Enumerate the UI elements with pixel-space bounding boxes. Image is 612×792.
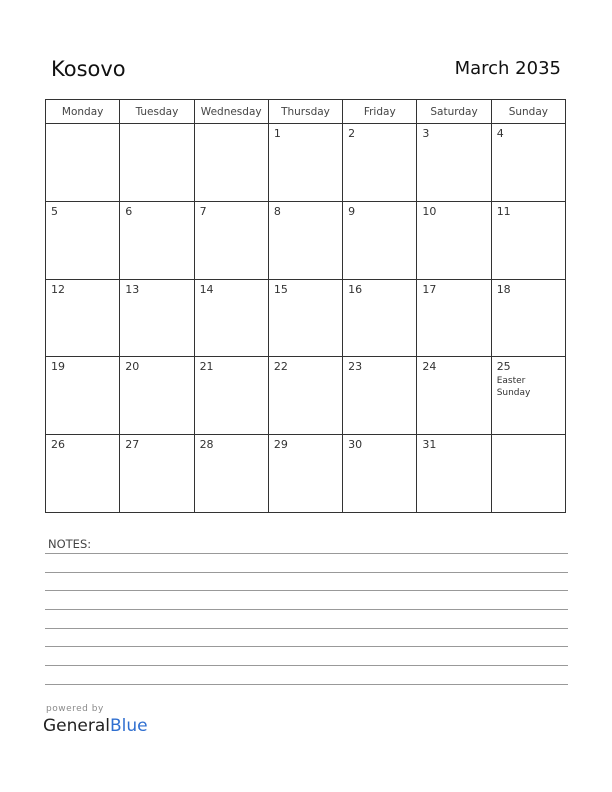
- day-cell: [46, 279, 120, 357]
- day-number: 28: [199, 438, 214, 452]
- note-line: [45, 609, 568, 610]
- day-cell: [194, 279, 268, 357]
- week-row: [46, 357, 566, 435]
- day-cell: [46, 201, 120, 279]
- powered-by-text: powered by: [46, 704, 104, 714]
- day-number: 10: [422, 204, 437, 218]
- day-number: 31: [422, 438, 437, 452]
- day-cell: [417, 279, 491, 357]
- day-number: 20: [125, 360, 140, 374]
- day-number: 17: [422, 282, 437, 296]
- calendar-grid: [45, 99, 566, 513]
- day-number: 7: [199, 204, 207, 218]
- note-line: [45, 628, 568, 629]
- day-number: 27: [125, 438, 140, 452]
- weekday-monday: Monday: [46, 100, 120, 124]
- day-number: 12: [51, 282, 65, 296]
- day-cell: [268, 279, 342, 357]
- day-number: 8: [273, 204, 281, 218]
- day-number: 3: [422, 127, 430, 140]
- day-cell: [194, 435, 268, 513]
- logo-blue-text: Blue: [110, 716, 148, 736]
- day-number: 6: [125, 204, 133, 218]
- day-number: 11: [496, 204, 511, 218]
- day-cell: [417, 435, 491, 513]
- weekday-header-row: [46, 100, 566, 124]
- weekday-friday: Friday: [343, 100, 417, 124]
- day-cell: [491, 124, 565, 202]
- note-line: [45, 590, 568, 591]
- day-cell: [491, 435, 565, 513]
- note-line: [45, 646, 568, 647]
- week-row: [46, 279, 566, 357]
- day-cell: [491, 279, 565, 357]
- day-number: 19: [51, 360, 65, 374]
- day-number: 4: [496, 127, 504, 140]
- day-number: 21: [199, 360, 214, 374]
- week-row: [46, 201, 566, 279]
- day-number: 14: [199, 282, 214, 296]
- day-cell: [194, 124, 268, 202]
- weekday-saturday: Saturday: [417, 100, 491, 124]
- day-cell: [491, 357, 565, 435]
- day-cell: [120, 279, 194, 357]
- day-cell: [120, 124, 194, 202]
- day-cell: [491, 201, 565, 279]
- day-cell: [343, 279, 417, 357]
- day-number: 16: [348, 282, 363, 296]
- day-cell: [417, 124, 491, 202]
- day-cell: [120, 357, 194, 435]
- day-cell: [268, 357, 342, 435]
- note-line: [45, 553, 568, 554]
- day-number: 13: [125, 282, 140, 296]
- holiday-label: Easter Sunday: [496, 376, 531, 399]
- day-cell: [194, 357, 268, 435]
- day-number: 2: [348, 127, 356, 140]
- month-year-title: March 2035: [454, 58, 561, 79]
- day-cell: [268, 124, 342, 202]
- note-line: [45, 665, 568, 666]
- week-row: [46, 435, 566, 513]
- day-cell: [343, 124, 417, 202]
- notes-label: NOTES:: [48, 537, 92, 551]
- weekday-wednesday: Wednesday: [194, 100, 268, 124]
- day-cell: [120, 201, 194, 279]
- day-number: 24: [422, 360, 437, 374]
- country-title: Kosovo: [51, 57, 126, 81]
- calendar-body: [46, 124, 566, 513]
- day-cell: [46, 435, 120, 513]
- day-cell: [417, 201, 491, 279]
- day-cell: [268, 201, 342, 279]
- day-cell: [194, 201, 268, 279]
- generalblue-logo[interactable]: [43, 716, 148, 736]
- weekday-tuesday: Tuesday: [120, 100, 194, 124]
- day-number: 15: [273, 282, 288, 296]
- day-cell: [343, 201, 417, 279]
- day-number: 18: [496, 282, 511, 296]
- day-cell: [343, 357, 417, 435]
- logo-general-text: General: [43, 716, 110, 736]
- note-line: [45, 572, 568, 573]
- week-row: [46, 124, 566, 202]
- day-number: 25: [496, 360, 511, 374]
- weekday-thursday: Thursday: [268, 100, 342, 124]
- day-number: 1: [273, 127, 281, 140]
- day-number: 30: [348, 438, 363, 452]
- day-number: 29: [273, 438, 288, 452]
- day-number: 26: [51, 438, 65, 452]
- day-cell: [46, 124, 120, 202]
- day-number: 9: [348, 204, 356, 218]
- day-cell: [120, 435, 194, 513]
- day-number: 5: [51, 204, 58, 218]
- day-number: 23: [348, 360, 363, 374]
- day-number: 22: [273, 360, 288, 374]
- weekday-sunday: Sunday: [491, 100, 565, 124]
- day-cell: [343, 435, 417, 513]
- note-line: [45, 684, 568, 685]
- day-cell: [268, 435, 342, 513]
- day-cell: [46, 357, 120, 435]
- day-cell: [417, 357, 491, 435]
